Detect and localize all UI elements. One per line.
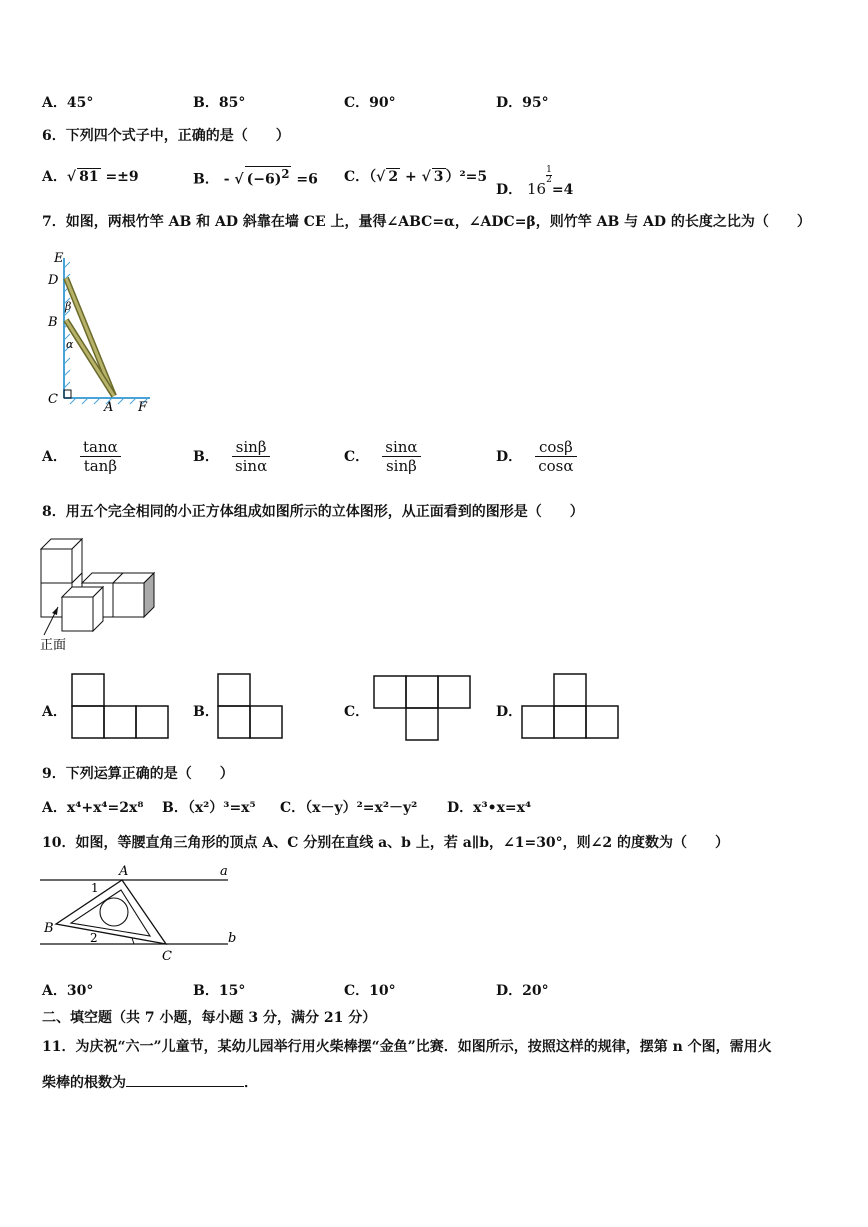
label-b: B: [48, 315, 58, 330]
q9-option-b: B．（x²）³=x⁵: [162, 800, 256, 816]
q7-option-d: D． $\frac{\cos\beta}{\cos\alpha}$: [496, 438, 577, 475]
q8-option-a-figure: [70, 672, 172, 742]
option-a: A．45°: [42, 95, 94, 111]
q10-option-d: D．20°: [496, 983, 549, 999]
label-a: A: [104, 400, 114, 415]
bamboo-wall-figure: [40, 248, 165, 418]
label-d: D: [48, 273, 59, 288]
question-11-line2: 柴棒的根数为 ．: [42, 1072, 258, 1092]
q6-option-a: A．√ 81 =±9: [42, 169, 139, 185]
q9-option-c: C．（x－y）²=x²－y²: [280, 800, 418, 816]
q7-option-b: B． $\frac{\sin\beta}{\sin\alpha}$: [193, 438, 270, 475]
label-alpha: α: [66, 338, 74, 351]
q6-option-d: D． 16 $\frac{1}{2}$ =4: [496, 165, 574, 198]
label-c: C: [162, 949, 172, 964]
label-c: C: [48, 392, 58, 407]
question-6-stem: 6．下列四个式子中，正确的是（ ）: [42, 128, 290, 144]
label-line-b: b: [228, 931, 237, 946]
option-c: C．90°: [344, 95, 396, 111]
option-b: B．85°: [193, 95, 246, 111]
q8-option-b-figure: [216, 672, 286, 742]
label-f: F: [138, 400, 148, 415]
q8-option-c-label: C．: [344, 704, 370, 720]
option-d: D．95°: [496, 95, 549, 111]
question-11-line1: 11．为庆祝“六一”儿童节，某幼儿园举行用火柴棒摆“金鱼”比赛．如图所示，按照这样的规律，摆第 n 个图，需用火: [42, 1039, 772, 1055]
q8-option-b-label: B．: [193, 704, 219, 720]
q10-option-c: C．10°: [344, 983, 396, 999]
front-view-caption: 正面: [40, 638, 67, 653]
label-b: B: [44, 921, 54, 936]
q8-option-d-figure: [520, 672, 622, 742]
question-8-stem: 8．用五个完全相同的小正方体组成如图所示的立体图形，从正面看到的图形是（ ）: [42, 504, 584, 520]
q6-option-b: B． - √ $(-6)^2 =6$: [193, 167, 318, 188]
label-beta: β: [65, 300, 72, 313]
label-a: A: [119, 864, 129, 879]
q7-option-c: C． $\frac{\sin\alpha}{\sin\beta}$: [344, 438, 421, 475]
q9-option-d: D．x³•x=x⁴: [447, 800, 532, 816]
answer-blank[interactable]: [126, 1072, 244, 1087]
q9-option-a: A．x⁴+x⁴=2x⁸: [42, 800, 144, 816]
q8-option-d-label: D．: [496, 704, 523, 720]
question-9-stem: 9．下列运算正确的是（ ）: [42, 766, 234, 782]
angle-1-label: 1: [91, 881, 99, 895]
question-10-stem: 10．如图，等腰直角三角形的顶点 A、C 分别在直线 a、b 上，若 a∥b，∠1=30°，则∠2 的度数为（ ）: [42, 835, 730, 851]
q6-option-c: C．（√ 2 + √ 3 ）²=5: [344, 169, 488, 185]
q8-option-c-figure: [372, 674, 474, 744]
q8-option-a-label: A．: [42, 704, 67, 720]
q10-option-a: A．30°: [42, 983, 94, 999]
question-7-stem: 7．如图，两根竹竿 AB 和 AD 斜靠在墙 CE 上，量得∠ABC=α，∠ADC=β，则竹竿 AB 与 AD 的长度之比为（ ）: [42, 214, 811, 230]
section-2-heading: 二、填空题（共 7 小题，每小题 3 分，满分 21 分）: [42, 1010, 377, 1026]
cube-solid-figure: [38, 535, 158, 653]
angle-2-label: 2: [90, 931, 98, 945]
label-line-a: a: [220, 864, 228, 879]
triangle-parallel-lines-figure: [38, 860, 248, 966]
q10-option-b: B．15°: [193, 983, 246, 999]
q7-option-a: A． $\frac{\tan\alpha}{\tan\beta}$: [42, 438, 121, 475]
label-e: E: [54, 251, 64, 266]
